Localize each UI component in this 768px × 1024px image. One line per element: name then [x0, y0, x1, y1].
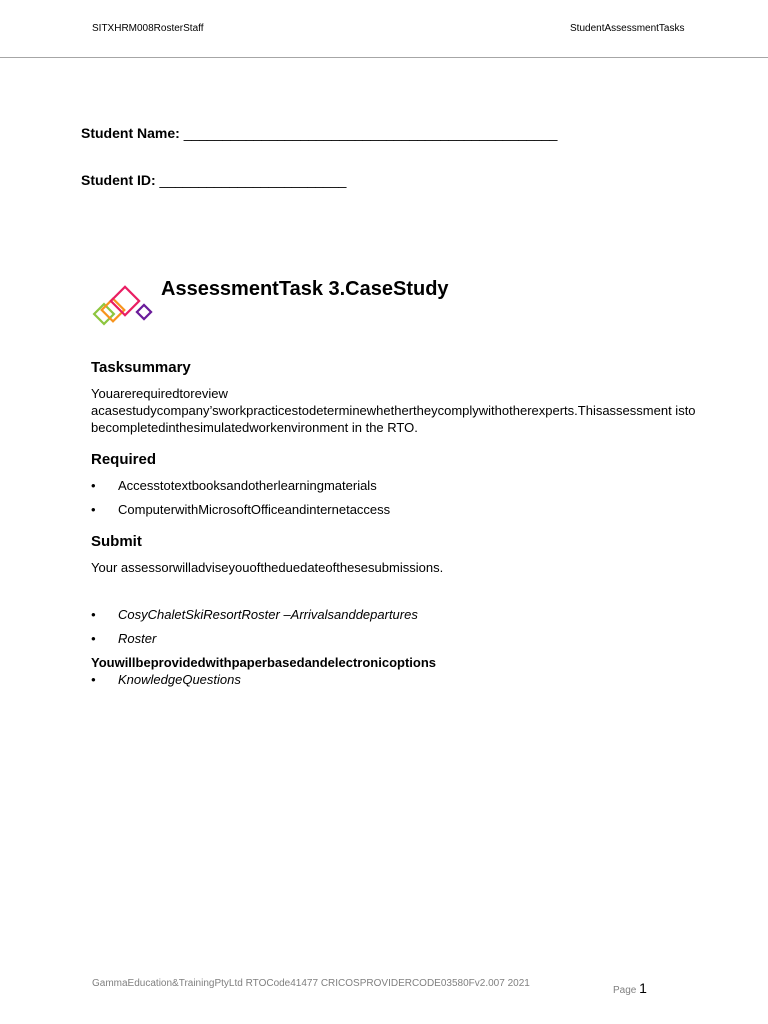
list-item: • Accesstotextbooksandotherlearningmaterials	[91, 477, 701, 494]
page-label: Page	[613, 985, 637, 996]
list-item: • CosyChaletSkiResortRoster –Arrivalsanddepartures	[91, 606, 701, 623]
submit-note: Youwillbeprovidedwithpaperbasedandelectronicoptions	[91, 655, 437, 670]
task-summary-body: Youarerequiredtoreview acasestudycompany’sworkpracticestodeterminewhethertheycomplywithotherexperts.Thisassessment isto becompletedinthesimulatedworkenvironment in the RTO.	[91, 386, 696, 435]
header-unit-code: SITXHRM008RosterStaff	[92, 23, 204, 34]
list-item: • KnowledgeQuestions	[91, 671, 701, 688]
list-item: • ComputerwithMicrosoftOfficeandinternetaccess	[91, 501, 701, 518]
logo-icon	[90, 283, 156, 329]
student-id-line: ________________________	[159, 172, 347, 188]
task-summary-section	[91, 358, 701, 436]
task-content	[91, 358, 701, 702]
student-id-label: Student ID:	[81, 172, 156, 188]
page-title: AssessmentTask 3.CaseStudy	[161, 278, 449, 300]
student-name-field	[81, 125, 557, 141]
submit-list-2	[91, 671, 701, 688]
submit-body: Your assessorwilladviseyouoftheduedateofthesesubmissions.	[91, 560, 444, 575]
page-number-value: 1	[639, 980, 647, 996]
submit-section	[91, 532, 701, 688]
task-summary-heading: Tasksummary	[91, 359, 191, 376]
student-name-label: Student Name:	[81, 125, 180, 141]
page-number	[613, 980, 647, 996]
footer-provider-info: GammaEducation&TrainingPtyLtd RTOCode41477 CRICOSPROVIDERCODE03580Fv2.007 2021	[92, 978, 530, 989]
required-heading: Required	[91, 451, 157, 468]
student-name-line: ________________________________________________	[183, 125, 558, 141]
submit-list	[91, 606, 701, 647]
page-header	[0, 0, 768, 58]
header-doc-type: StudentAssessmentTasks	[570, 23, 685, 34]
student-id-field	[81, 172, 346, 188]
list-item: • Roster	[91, 630, 701, 647]
required-section	[91, 450, 701, 518]
required-list	[91, 477, 701, 518]
submit-heading: Submit	[91, 533, 142, 550]
